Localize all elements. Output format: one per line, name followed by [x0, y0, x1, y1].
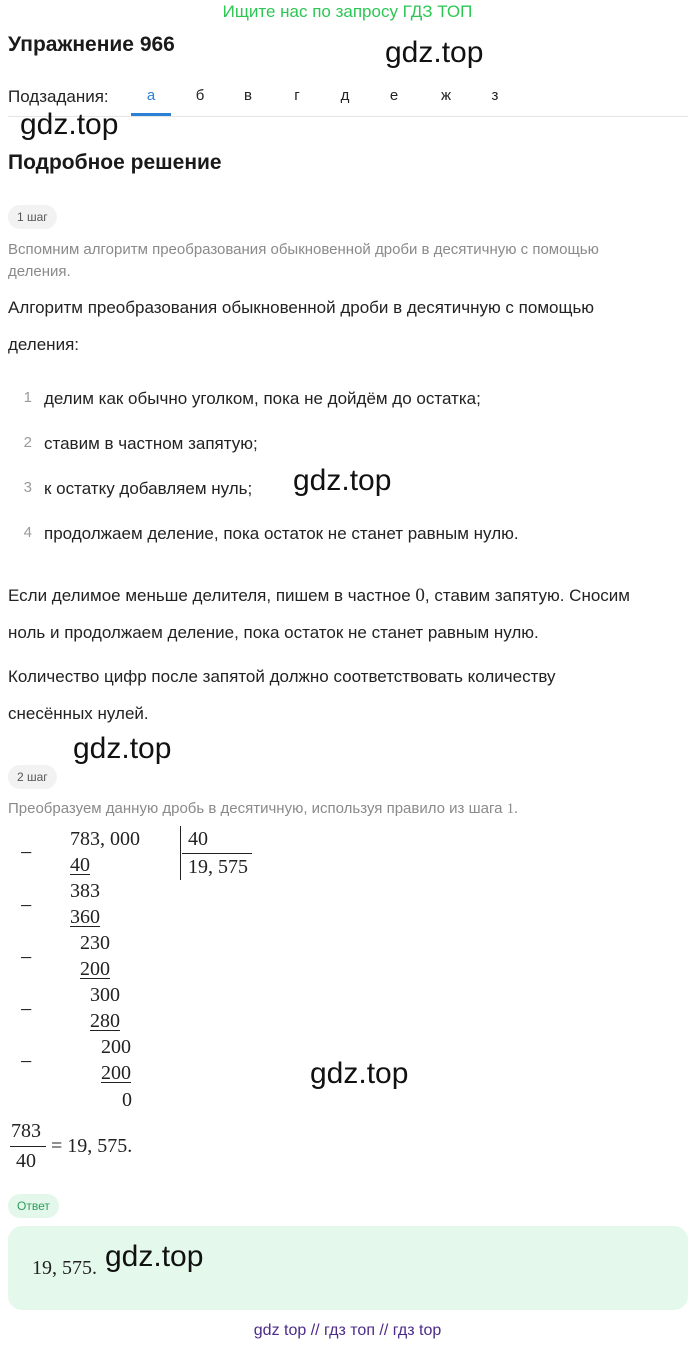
watermark: gdz.top — [293, 464, 392, 497]
tab-g[interactable]: г — [294, 87, 300, 104]
watermark: gdz.top — [310, 1057, 409, 1090]
fraction-denominator: 40 — [16, 1150, 36, 1172]
active-tab-indicator — [131, 113, 171, 116]
division-step-row: 230 — [80, 932, 110, 954]
answer-badge: Ответ — [8, 1194, 59, 1218]
answer-value: 19, 575. — [32, 1257, 97, 1279]
division-step-row: 200 — [101, 1062, 131, 1084]
division-step-row: 300 — [90, 984, 120, 1006]
search-banner[interactable]: Ищите нас по запросу ГДЗ ТОП — [222, 2, 473, 21]
minus-sign: − — [20, 893, 33, 918]
minus-sign: − — [20, 997, 33, 1022]
division-step-row: 40 — [70, 854, 90, 876]
step-badge: 1 шаг — [8, 205, 57, 229]
quotient: 19, 575 — [188, 856, 248, 878]
tab-z[interactable]: з — [491, 87, 499, 104]
tab-d[interactable]: д — [340, 87, 350, 104]
tab-b[interactable]: б — [195, 87, 205, 104]
divisor: 40 — [188, 828, 208, 850]
algorithm-intro-line: деления: — [8, 335, 79, 354]
tab-a[interactable]: а — [146, 87, 156, 104]
rule-paragraph-line — [8, 577, 630, 614]
division-vertical-line — [180, 826, 181, 880]
watermark: gdz.top — [385, 36, 484, 69]
minus-sign: − — [20, 1049, 33, 1074]
algorithm-intro-line: Алгоритм преобразования обыкновенной дроби в десятичную с помощью — [8, 298, 595, 317]
tab-e[interactable]: е — [389, 87, 399, 104]
zero-digit: 0 — [415, 585, 425, 606]
result-value: = 19, 575. — [51, 1135, 133, 1157]
division-step-row: 383 — [70, 880, 100, 902]
division-step-row: 280 — [90, 1010, 120, 1032]
division-step-row: 200 — [80, 958, 110, 980]
footer-links[interactable]: gdz top // гдз топ // гдз top — [253, 1322, 442, 1339]
list-item: ставим в частном запятую; — [44, 434, 258, 453]
fraction-bar — [10, 1146, 46, 1147]
list-item-number: 2 — [23, 434, 32, 451]
tab-zh[interactable]: ж — [440, 87, 452, 104]
watermark: gdz.top — [20, 108, 119, 141]
step-hint-line: деления. — [8, 263, 71, 280]
list-item: продолжаем деление, пока остаток не станет равным нулю. — [44, 524, 519, 543]
list-item-number: 4 — [23, 524, 32, 541]
list-item-number: 3 — [23, 479, 32, 496]
page-title: Упражнение 966 — [8, 33, 175, 56]
fraction-numerator: 783 — [11, 1120, 41, 1142]
division-step-row: 360 — [70, 906, 100, 928]
list-item: к остатку добавляем нуль; — [44, 479, 253, 498]
hint-text: Преобразуем данную дробь в десятичную, используя правило из шага — [8, 800, 507, 817]
division-remainder: 0 — [122, 1089, 132, 1111]
watermark: gdz.top — [73, 732, 172, 765]
solution-heading: Подробное решение — [8, 151, 222, 174]
division-horizontal-line — [182, 853, 252, 854]
hint-step-number: 1. — [506, 801, 518, 817]
rule-paragraph-line: ноль и продолжаем деление, пока остаток не станет равным нулю. — [8, 623, 539, 642]
tab-v[interactable]: в — [244, 87, 252, 104]
division-step-row: 200 — [101, 1036, 131, 1058]
minus-sign: − — [20, 945, 33, 970]
step-badge: 2 шаг — [8, 765, 57, 789]
digits-paragraph-line: Количество цифр после запятой должно соответствовать количеству — [8, 667, 556, 686]
step-hint-line — [8, 798, 518, 820]
digits-paragraph-line: снесённых нулей. — [8, 704, 149, 723]
subtasks-label: Подзадания: — [8, 87, 109, 106]
watermark: gdz.top — [105, 1240, 204, 1273]
step-hint-line: Вспомним алгоритм преобразования обыкновенной дроби в десятичную с помощью — [8, 241, 599, 258]
dividend: 783, 000 — [70, 828, 140, 850]
minus-sign: − — [20, 840, 33, 865]
list-item-number: 1 — [23, 389, 32, 406]
rule-text: , ставим запятую. Сносим — [424, 586, 630, 605]
list-item: делим как обычно уголком, пока не дойдём до остатка; — [44, 389, 481, 408]
rule-text: Если делимое меньше делителя, пишем в частное — [8, 586, 416, 605]
